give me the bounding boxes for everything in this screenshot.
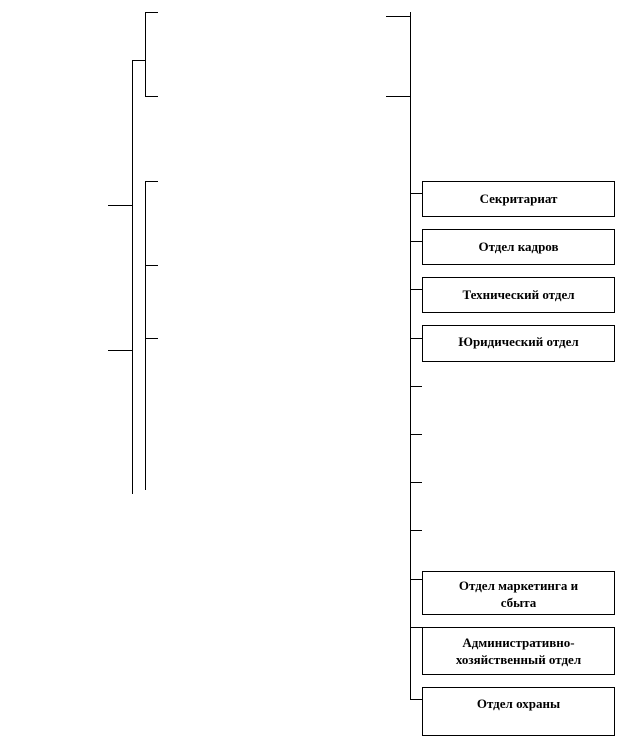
dept-technical: Технический отдел [422, 277, 615, 313]
dept-security: Отдел охраны [422, 687, 615, 736]
dept-secretariat: Секритариат [422, 181, 615, 217]
dept-marketing: Отдел маркетинга и сбыта [422, 571, 615, 615]
dept-legal: Юридический отдел [422, 325, 615, 362]
dept-hr: Отдел кадров [422, 229, 615, 265]
dept-admin: Административно-хозяйственный отдел [422, 627, 615, 675]
